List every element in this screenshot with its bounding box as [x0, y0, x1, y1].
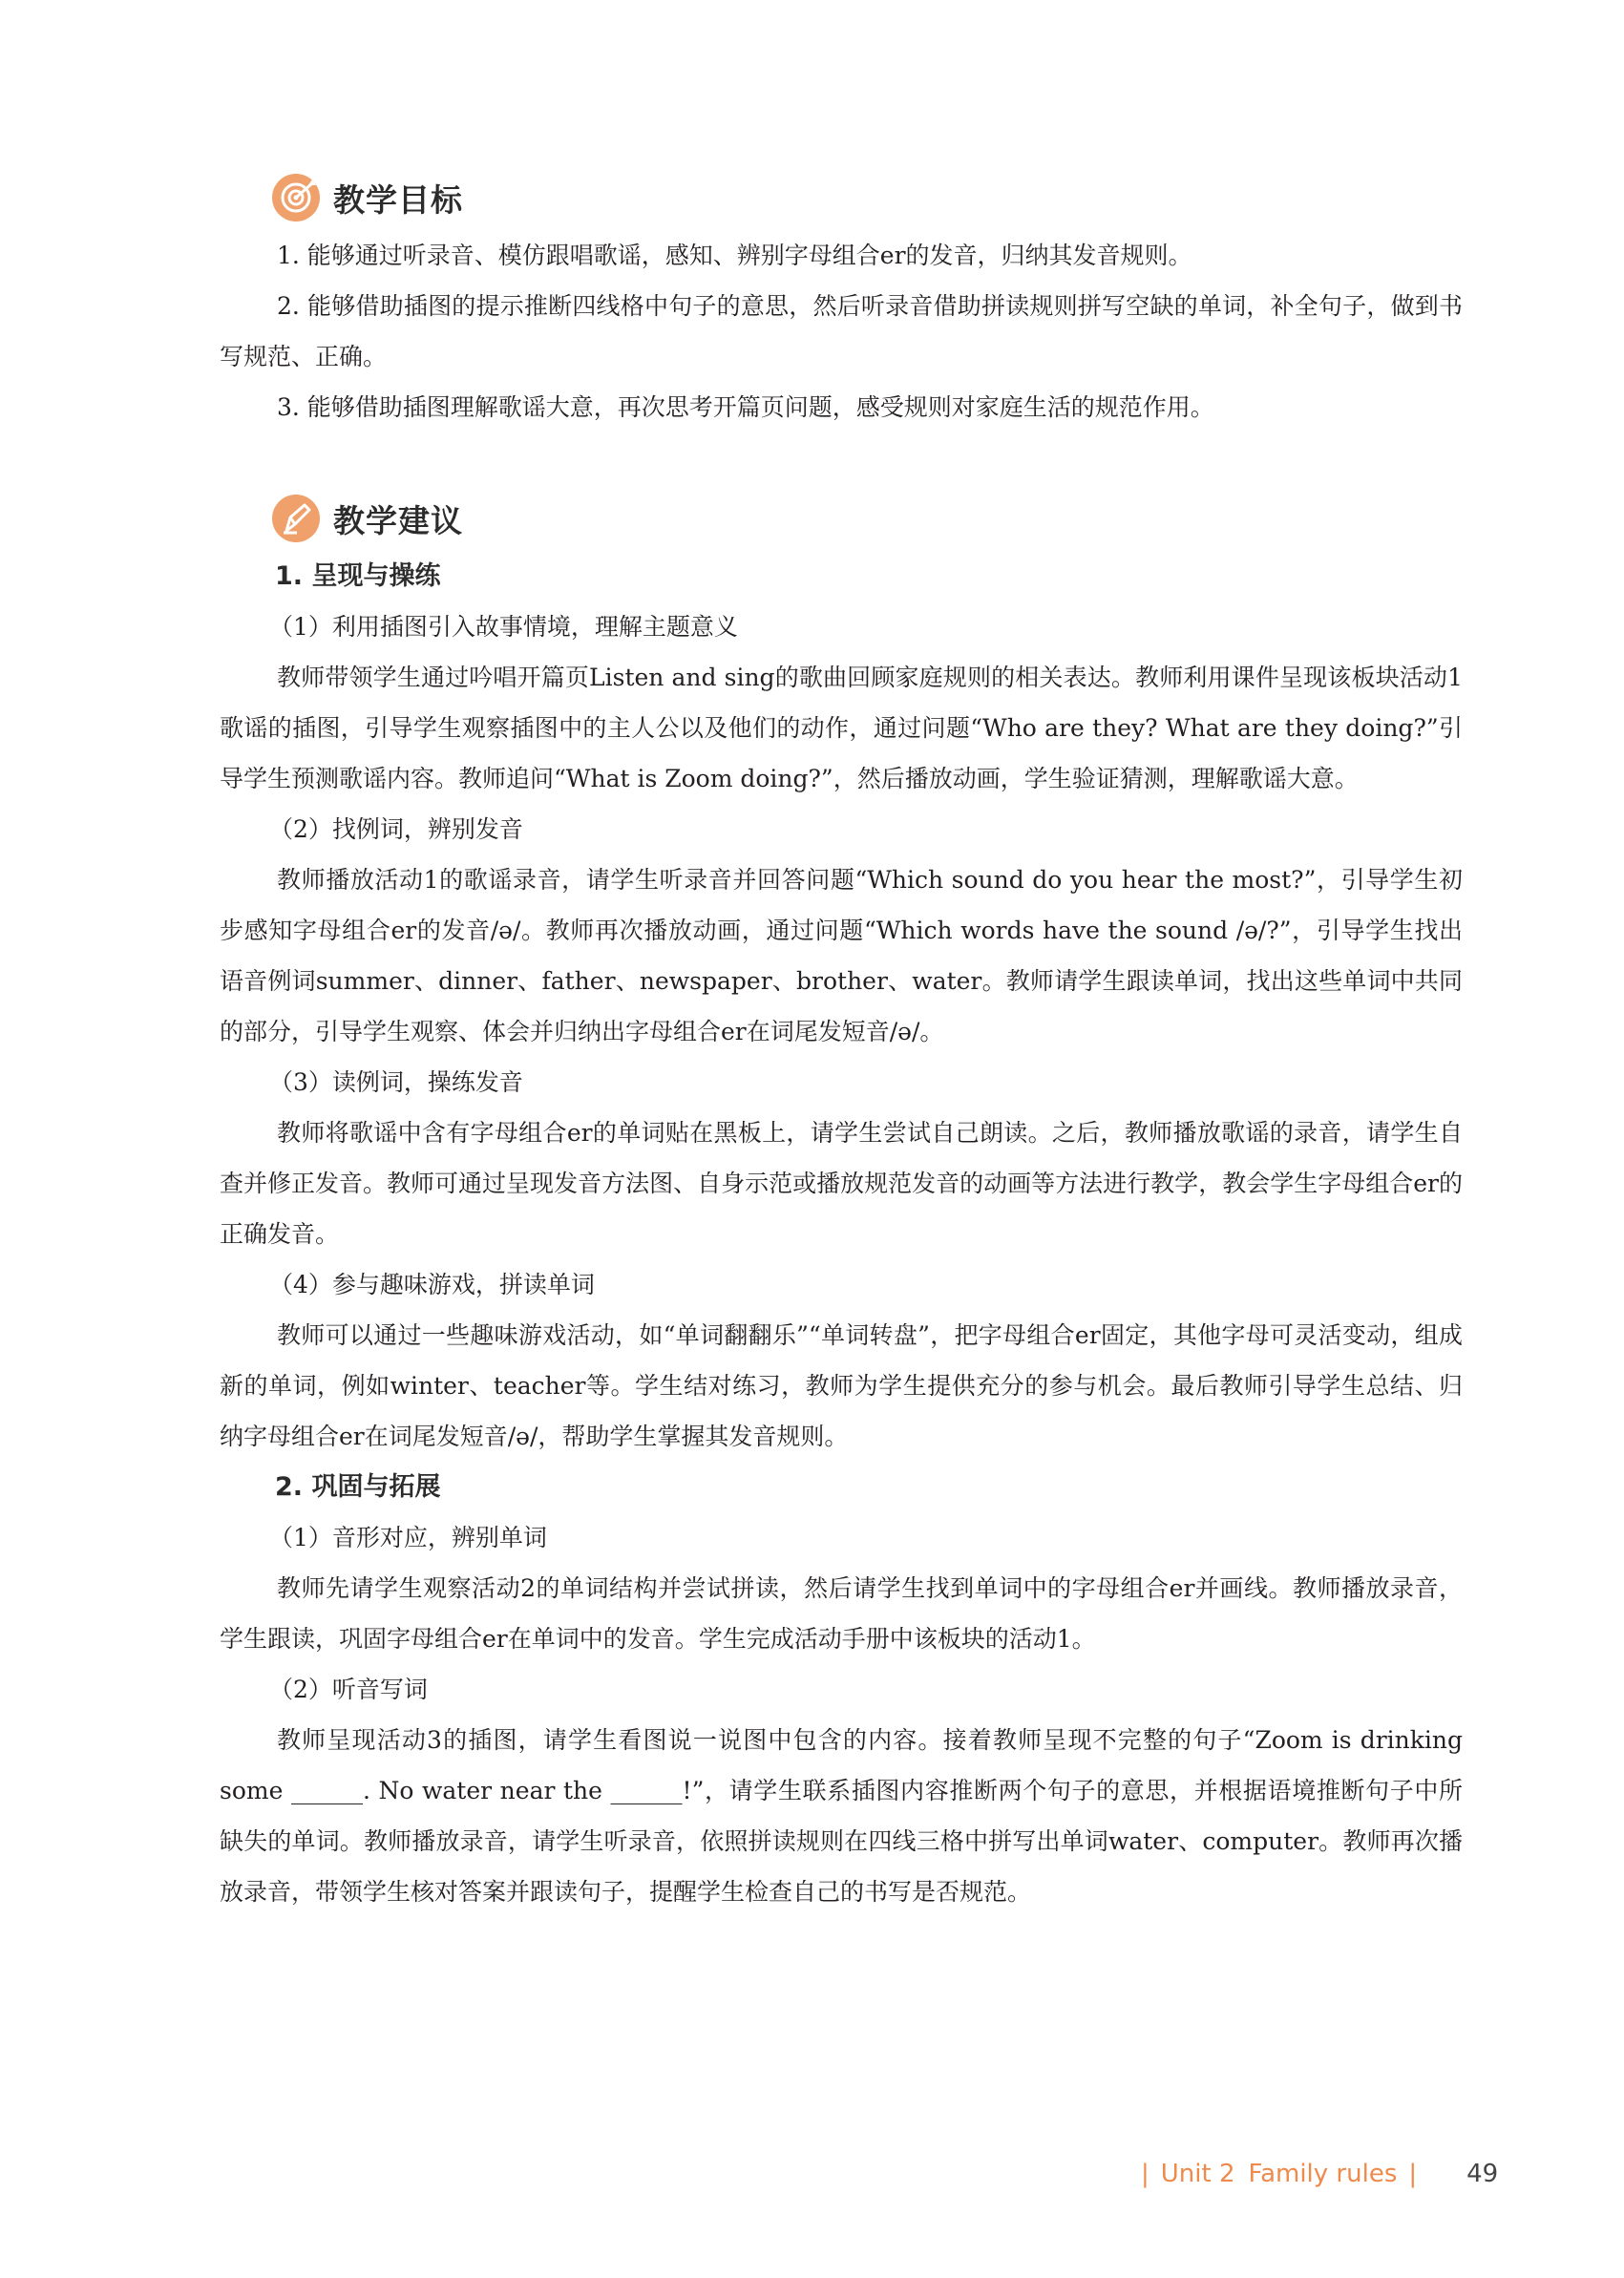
- paragraph: 教师先请学生观察活动2的单词结构并尝试拼读，然后请学生找到单词中的字母组合er并画线。教师播放录音，学生跟读，巩固字母组合er在单词中的发音。学生完成活动手册中该板块的活动1。: [220, 1574, 1463, 1653]
- section-header-suggestions: [272, 495, 463, 542]
- goal-item-2: 2. 能够借助插图的提示推断四线格中句子的意思，然后听录音借助拼读规则拼写空缺的单词，补全句子，做到书写规范、正确。: [220, 292, 1463, 370]
- page-footer: [1129, 2160, 1498, 2188]
- subsection-title: （1）利用插图引入故事情境，理解主题意义: [269, 613, 738, 641]
- paragraph: 教师播放活动1的歌谣录音，请学生听录音并回答问题“Which sound do you hear the most?”，引导学生初步感知字母组合er的发音/ə/。教师再次播放动画，通过问题“Which words have the sound /ə/?”，引导学生找出语音例词summer、dinner、father、newspaper、brother、water。教师请学生跟读单词，找出这些单词中共同的部分，引导学生观察、体会并归纳出字母组合er在词尾发短音/ə/。: [220, 866, 1463, 1045]
- target-icon: [272, 174, 320, 221]
- subsection-title: （2）听音写词: [269, 1676, 428, 1703]
- goals-list: [220, 230, 1463, 432]
- footer-divider: |: [1141, 2160, 1149, 2188]
- subsection-title: （2）找例词，辨别发音: [269, 815, 523, 843]
- suggestions-body: [220, 551, 1463, 1917]
- pencil-icon: [272, 495, 320, 542]
- subsection-title: （3）读例词，操练发音: [269, 1068, 523, 1096]
- paragraph: 教师呈现活动3的插图，请学生看图说一说图中包含的内容。接着教师呈现不完整的句子“Zoom is drinking some ______. No water near the ______!”，请学生联系插图内容推断两个句子的意思，并根据语境推断句子中所缺失的单词。教师播放录音，请学生听录音，依照拼读规则在四线三格中拼写出单词water、computer。教师再次播放录音，带领学生核对答案并跟读句子，提醒学生检查自己的书写是否规范。: [220, 1726, 1463, 1906]
- paragraph: 教师将歌谣中含有字母组合er的单词贴在黑板上，请学生尝试自己朗读。之后，教师播放歌谣的录音，请学生自查并修正发音。教师可通过呈现发音方法图、自身示范或播放规范发音的动画等方法进行教学，教会学生字母组合er的正确发音。: [220, 1119, 1463, 1248]
- paragraph: 教师可以通过一些趣味游戏活动，如“单词翻翻乐”“单词转盘”，把字母组合er固定，其他字母可灵活变动，组成新的单词，例如winter、teacher等。学生结对练习，教师为学生提供充分的参与机会。最后教师引导学生总结、归纳字母组合er在词尾发短音/ə/，帮助学生掌握其发音规则。: [220, 1321, 1463, 1450]
- section-title: 教学建议: [333, 501, 463, 539]
- subsection-title: （4）参与趣味游戏，拼读单词: [269, 1271, 595, 1298]
- goal-item-3: 3. 能够借助插图理解歌谣大意，再次思考开篇页问题，感受规则对家庭生活的规范作用。: [277, 393, 1214, 421]
- section-header-goals: [272, 174, 463, 221]
- part-heading-1: 1. 呈现与操练: [275, 561, 441, 591]
- page-number: 49: [1466, 2160, 1499, 2188]
- paragraph: 教师带领学生通过吟唱开篇页Listen and sing的歌曲回顾家庭规则的相关表达。教师利用课件呈现该板块活动1歌谣的插图，引导学生观察插图中的主人公以及他们的动作，通过问题“Who are they? What are they doing?”引导学生预测歌谣内容。教师追问“What is Zoom doing?”，然后播放动画，学生验证猜测，理解歌谣大意。: [220, 664, 1463, 792]
- subsection-title: （1）音形对应，辨别单词: [269, 1524, 547, 1551]
- footer-unit: Unit 2: [1160, 2160, 1235, 2188]
- footer-divider: |: [1408, 2160, 1418, 2188]
- section-title: 教学目标: [333, 180, 463, 219]
- part-heading-2: 2. 巩固与拓展: [275, 1472, 441, 1502]
- footer-title: Family rules: [1248, 2160, 1398, 2188]
- goal-item-1: 1. 能够通过听录音、模仿跟唱歌谣，感知、辨别字母组合er的发音，归纳其发音规则。: [277, 242, 1192, 269]
